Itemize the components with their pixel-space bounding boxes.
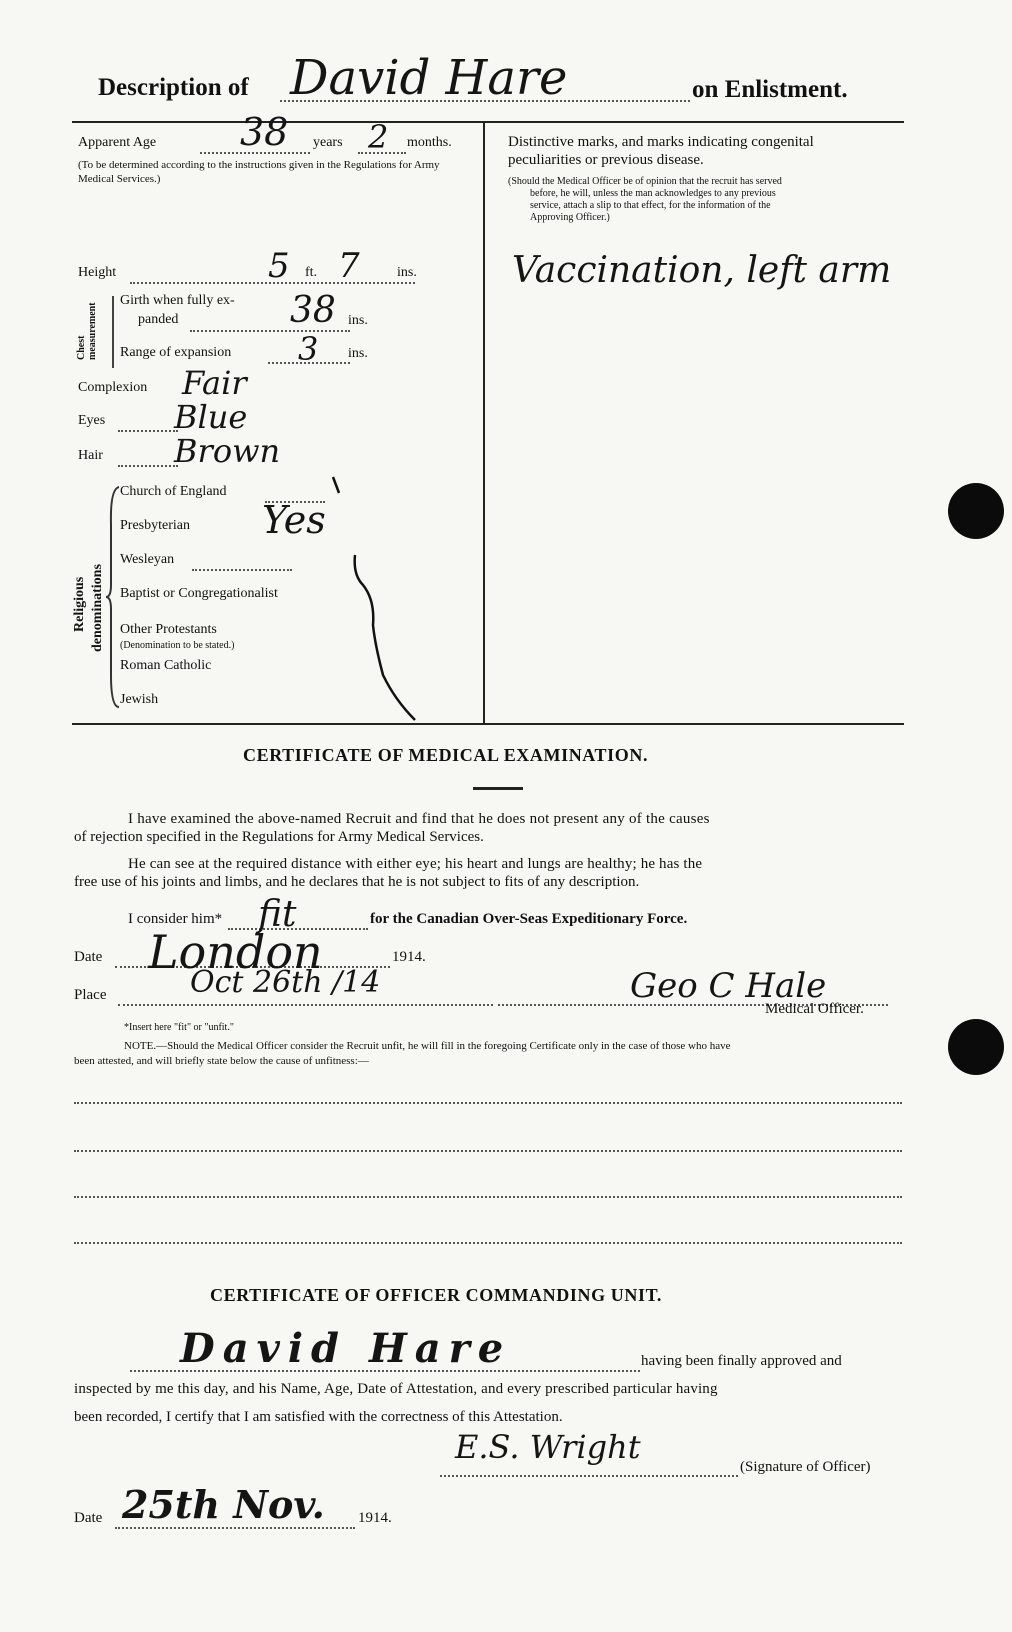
fit-value: fit: [258, 894, 297, 935]
commanding-line2: inspected by me this day, and his Name, Age, Date of Attestation, and every prescribed particular having: [74, 1381, 718, 1397]
medical-title-rule: [473, 787, 523, 790]
recruit-name: David Hare: [290, 50, 568, 106]
religion-other-protestants: Other Protestants: [120, 622, 217, 637]
medical-officer-signature: Geo C Hale: [630, 966, 827, 1006]
marks-note-2: before, he will, unless the man acknowledges to any previous: [530, 188, 776, 199]
age-years-line: [200, 152, 310, 154]
eyes-line: [118, 430, 178, 432]
girth-label-1: Girth when fully ex-: [120, 293, 235, 308]
commanding-line1-suffix: having been finally approved and: [641, 1353, 842, 1369]
commanding-date-label: Date: [74, 1510, 103, 1526]
age-label: Apparent Age: [78, 135, 157, 150]
punch-hole-top: [948, 483, 1004, 539]
medical-officer-label: Medical Officer.: [765, 1001, 864, 1017]
girth-value: 38: [290, 290, 336, 331]
age-note: (To be determined according to the instructions given in the Regulations for Army Medical Services.): [78, 159, 440, 185]
medical-place-line: [118, 1004, 493, 1006]
age-months-value: 2: [368, 118, 389, 156]
header-suffix: on Enlistment.: [692, 76, 848, 103]
religion-wesleyan-line: [192, 569, 292, 571]
commanding-title: CERTIFICATE OF OFFICER COMMANDING UNIT.: [210, 1285, 662, 1305]
religion-side-label-2: denominations: [90, 564, 105, 652]
unfitness-line-4: [74, 1242, 902, 1244]
hair-label: Hair: [78, 448, 103, 463]
medical-place-label: Place: [74, 987, 107, 1003]
medical-para1-line2: of rejection specified in the Regulations for Army Medical Services.: [74, 829, 484, 845]
marks-heading-2: peculiarities or previous disease.: [508, 152, 704, 168]
unfitness-line-2: [74, 1150, 902, 1152]
religion-wesleyan: Wesleyan: [120, 552, 175, 567]
medical-note-line2: been attested, and will briefly state below the cause of unfitness:—: [74, 1055, 369, 1067]
commanding-year-label: 1914.: [358, 1510, 392, 1526]
girth-label-2: panded: [138, 312, 179, 327]
ft-label: ft.: [305, 265, 318, 280]
complexion-label: Complexion: [78, 380, 148, 395]
medical-title: CERTIFICATE OF MEDICAL EXAMINATION.: [243, 745, 649, 765]
commanding-signature-label: (Signature of Officer): [740, 1459, 871, 1475]
complexion-value: Fair: [182, 364, 247, 402]
religion-church-of-england: Church of England: [120, 484, 227, 499]
hair-line: [118, 465, 178, 467]
commanding-signature: E.S. Wright: [455, 1428, 641, 1466]
chest-side-label: Chest measurement: [76, 302, 98, 360]
months-label: months.: [407, 135, 452, 150]
commanding-name-value: David Hare: [180, 1325, 512, 1372]
unfitness-line-1: [74, 1102, 902, 1104]
marks-value: Vaccination, left arm: [512, 250, 892, 291]
unfitness-line-3: [74, 1196, 902, 1198]
religion-side-label-1: Religious: [72, 576, 87, 632]
commanding-date-line: [115, 1527, 355, 1529]
punch-hole-bottom: [948, 1019, 1004, 1075]
marks-note-3: service, attach a slip to that effect, for the information of the: [530, 200, 771, 211]
religion-other-note: (Denomination to be stated.): [120, 640, 235, 651]
medical-para2-line1: He can see at the required distance with either eye; his heart and lungs are healthy; he has the: [128, 856, 703, 872]
range-label: Range of expansion: [120, 345, 232, 360]
rule-table-bottom: [72, 723, 904, 725]
header-prefix: Description of: [98, 74, 249, 101]
chest-bracket: [112, 296, 114, 368]
marks-heading-1: Distinctive marks, and marks indicating congenital: [508, 134, 814, 150]
religion-baptist: Baptist or Congregationalist: [120, 586, 278, 601]
religion-roman-catholic: Roman Catholic: [120, 658, 212, 673]
age-months-line: [358, 152, 406, 154]
rule-column-divider: [483, 123, 485, 725]
medical-consider-label: I consider him*: [128, 911, 223, 927]
medical-year-label: 1914.: [392, 949, 426, 965]
place-value: London: [148, 925, 323, 979]
commanding-signature-line: [440, 1475, 738, 1477]
years-label: years: [313, 135, 343, 150]
religion-strike-line: [325, 475, 435, 730]
height-ins-label: ins.: [397, 265, 417, 280]
rule-top: [72, 121, 904, 123]
range-value: 3: [298, 330, 319, 368]
medical-date-label: Date: [74, 949, 103, 965]
commanding-line3: been recorded, I certify that I am satisfied with the correctness of this Attestation.: [74, 1409, 563, 1425]
height-label: Height: [78, 265, 117, 280]
presbyterian-value: Yes: [262, 498, 326, 542]
medical-force-label: for the Canadian Over-Seas Expeditionary Force.: [370, 911, 688, 927]
medical-para2-line2: free use of his joints and limbs, and he declares that he is not subject to fits of any description.: [74, 874, 640, 890]
medical-note-line1: NOTE.—Should the Medical Officer consider the Recruit unfit, he will fill in the foregoing Certificate only in the case of those who have: [124, 1040, 731, 1052]
height-in-value: 7: [338, 246, 360, 286]
hair-value: Brown: [174, 432, 281, 470]
age-years-value: 38: [240, 110, 289, 154]
religion-presbyterian: Presbyterian: [120, 518, 190, 533]
header-name-line: [280, 100, 690, 102]
insert-note: *Insert here "fit" or "unfit.": [124, 1022, 234, 1033]
height-ft-value: 5: [268, 246, 290, 286]
eyes-value: Blue: [174, 398, 248, 436]
marks-note-1: (Should the Medical Officer be of opinion that the recruit has served: [508, 176, 782, 187]
commanding-date-value: 25th Nov.: [122, 1482, 325, 1527]
eyes-label: Eyes: [78, 413, 106, 428]
medical-date-value: Oct 26th /14: [190, 965, 381, 1000]
religion-jewish: Jewish: [120, 692, 159, 707]
range-ins-label: ins.: [348, 346, 368, 361]
marks-note-4: Approving Officer.): [530, 212, 610, 223]
girth-ins-label: ins.: [348, 313, 368, 328]
medical-para1-line1: I have examined the above-named Recruit and find that he does not present any of the causes: [128, 811, 710, 827]
